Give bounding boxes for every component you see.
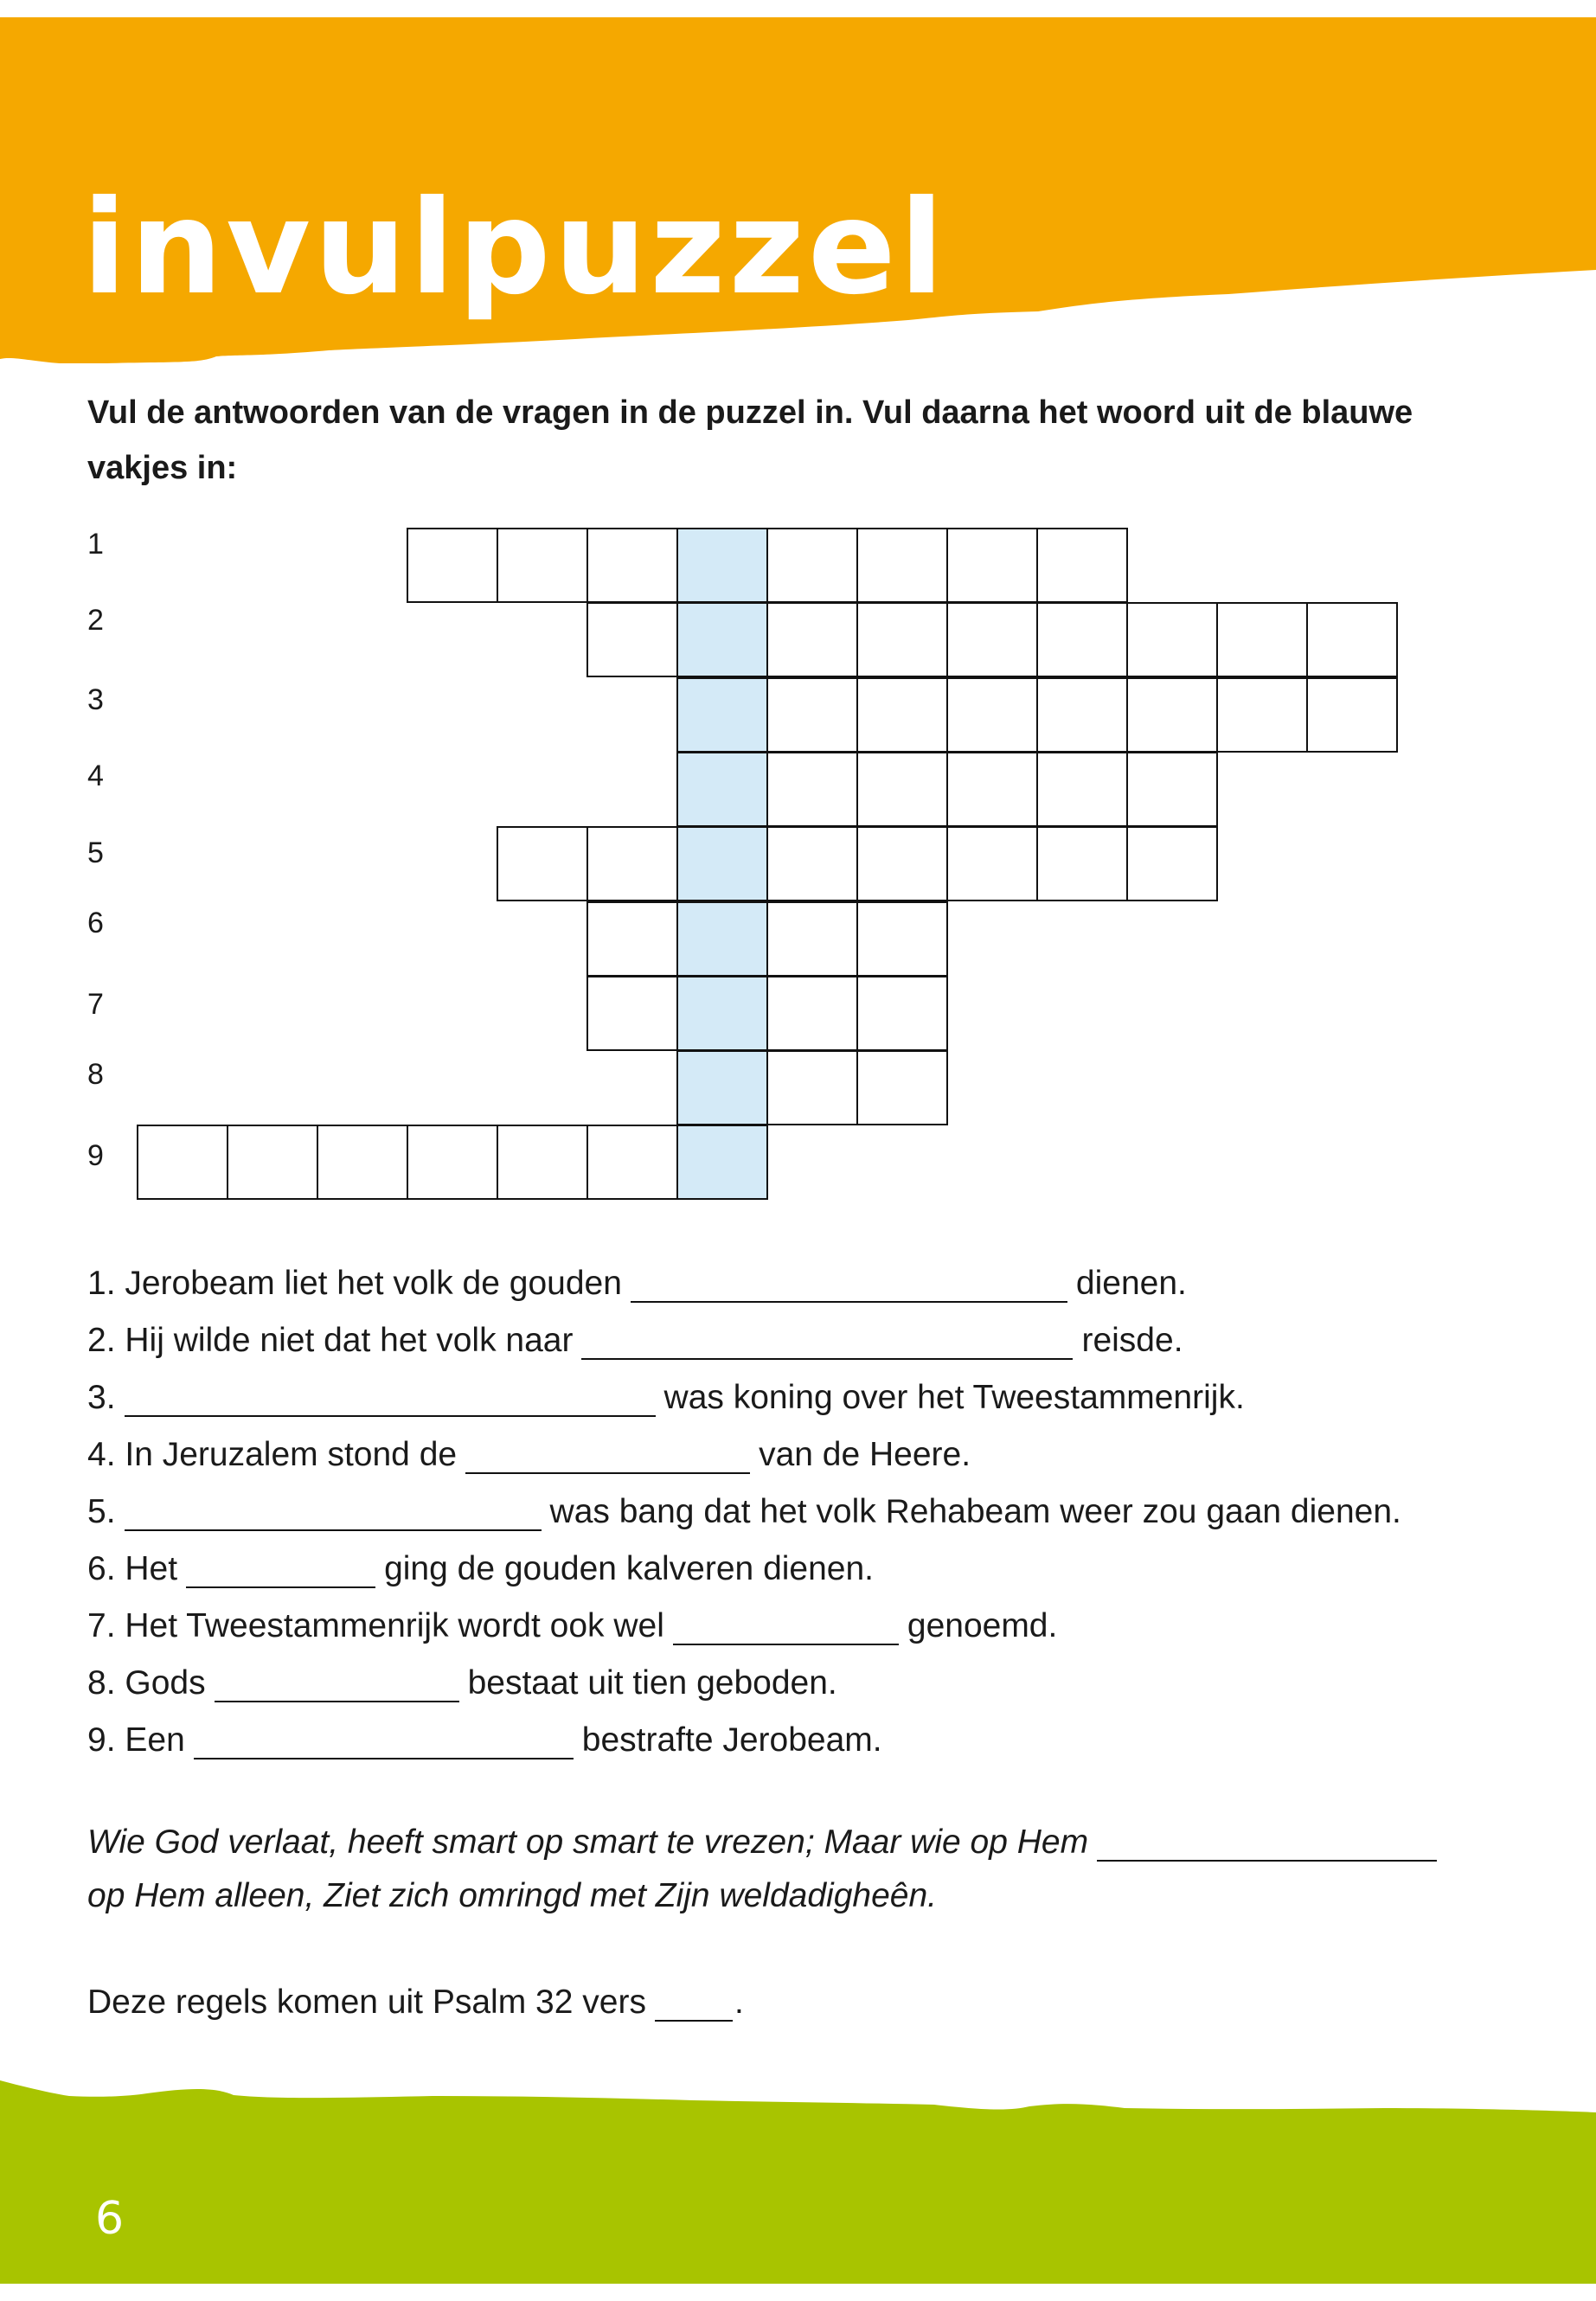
crossword-cell[interactable] — [497, 528, 588, 603]
crossword-cell[interactable] — [1126, 752, 1218, 827]
answer-blank[interactable] — [194, 1727, 574, 1759]
question-text-end: bestaat uit tien geboden. — [467, 1664, 837, 1702]
question — [87, 1550, 874, 1588]
crossword-cell[interactable] — [137, 1125, 228, 1200]
question — [87, 1379, 1245, 1417]
crossword-cell-blue[interactable] — [676, 528, 768, 603]
answer-blank[interactable] — [125, 1384, 656, 1417]
answer-blank[interactable] — [465, 1441, 750, 1474]
question-text: 5. — [87, 1493, 116, 1530]
crossword-cell[interactable] — [1036, 752, 1128, 827]
crossword-cell[interactable] — [946, 752, 1038, 827]
crossword-cell[interactable] — [497, 1125, 588, 1200]
crossword-cell[interactable] — [497, 826, 588, 901]
crossword-cell[interactable] — [766, 901, 858, 977]
crossword-cell[interactable] — [1306, 602, 1398, 677]
crossword-cell[interactable] — [1036, 528, 1128, 603]
answer-blank[interactable] — [631, 1270, 1067, 1303]
question-text-end: van de Heere. — [759, 1436, 971, 1473]
crossword-cell-blue[interactable] — [676, 976, 768, 1051]
crossword-cell[interactable] — [766, 976, 858, 1051]
crossword-cell[interactable] — [407, 1125, 498, 1200]
row-label: 9 — [87, 1139, 104, 1172]
crossword-cell[interactable] — [946, 826, 1038, 901]
page-number: 6 — [95, 2193, 125, 2245]
crossword-cell-blue[interactable] — [676, 752, 768, 827]
question-text: 8. Gods — [87, 1664, 206, 1702]
crossword-cell[interactable] — [1306, 677, 1398, 753]
row-label: 1 — [87, 528, 104, 561]
question-text: 7. Het Tweestammenrijk wordt ook wel — [87, 1607, 664, 1644]
crossword-cell[interactable] — [856, 1050, 948, 1125]
footer-band — [0, 2072, 1596, 2284]
crossword-cell[interactable] — [1216, 677, 1308, 753]
crossword-cell[interactable] — [856, 826, 948, 901]
crossword-cell[interactable] — [946, 602, 1038, 677]
crossword-cell[interactable] — [856, 901, 948, 977]
crossword-cell[interactable] — [856, 752, 948, 827]
question-text: 1. Jerobeam liet het volk de gouden — [87, 1265, 622, 1302]
question-text-end: dienen. — [1075, 1265, 1187, 1302]
crossword-cell[interactable] — [586, 901, 678, 977]
question-text-end: ging de gouden kalveren dienen. — [384, 1550, 875, 1587]
row-label: 8 — [87, 1058, 104, 1091]
row-label: 4 — [87, 760, 104, 792]
crossword-cell[interactable] — [317, 1125, 408, 1200]
crossword-cell[interactable] — [407, 528, 498, 603]
crossword-cell-blue[interactable] — [676, 1050, 768, 1125]
crossword-cell-blue[interactable] — [676, 677, 768, 753]
question-text: 3. — [87, 1379, 116, 1416]
row-label: 3 — [87, 683, 104, 716]
row-label: 7 — [87, 988, 104, 1021]
crossword-cell[interactable] — [856, 602, 948, 677]
crossword-cell[interactable] — [586, 602, 678, 677]
page-title: invulpuzzel — [82, 173, 948, 324]
crossword-cell[interactable] — [856, 677, 948, 753]
crossword-cell[interactable] — [1216, 602, 1308, 677]
crossword-cell[interactable] — [1126, 826, 1218, 901]
question-text: 2. Hij wilde niet dat het volk naar — [87, 1322, 574, 1359]
crossword-cell[interactable] — [586, 976, 678, 1051]
crossword-cell[interactable] — [856, 528, 948, 603]
answer-blank[interactable] — [215, 1670, 459, 1702]
question — [87, 1664, 837, 1702]
answer-blank[interactable] — [186, 1555, 375, 1588]
verse-line-1: Wie God verlaat, heeft smart op smart te vrezen; Maar wie op Hem — [87, 1823, 1445, 1862]
question-text: 4. In Jeruzalem stond de — [87, 1436, 458, 1473]
crossword-cell[interactable] — [1036, 826, 1128, 901]
crossword-cell[interactable] — [766, 677, 858, 753]
answer-blank[interactable] — [673, 1612, 899, 1645]
instructions: Vul de antwoorden van de vragen in de puzzel in. Vul daarna het woord uit de blauwe vakjes in: — [87, 394, 1413, 486]
crossword-cell[interactable] — [1036, 677, 1128, 753]
question-text-end: bestrafte Jerobeam. — [581, 1721, 882, 1759]
crossword-cell[interactable] — [946, 528, 1038, 603]
question — [87, 1436, 971, 1474]
crossword-cell[interactable] — [766, 826, 858, 901]
question-text-end: genoemd. — [907, 1607, 1058, 1644]
verse-blank[interactable] — [1097, 1829, 1437, 1862]
question — [87, 1493, 1401, 1531]
question — [87, 1607, 1057, 1645]
crossword-cell[interactable] — [766, 1050, 858, 1125]
crossword-cell[interactable] — [586, 528, 678, 603]
crossword-cell[interactable] — [856, 976, 948, 1051]
crossword-cell-blue[interactable] — [676, 1125, 768, 1200]
verse-line-2: op Hem alleen, Ziet zich omringd met Zijn weldadigheên. — [87, 1877, 937, 1914]
crossword-cell[interactable] — [586, 1125, 678, 1200]
crossword-cell[interactable] — [227, 1125, 318, 1200]
question — [87, 1721, 882, 1759]
crossword-cell[interactable] — [586, 826, 678, 901]
crossword-cell[interactable] — [766, 528, 858, 603]
question-text: 6. Het — [87, 1550, 178, 1587]
psalm-line: Deze regels komen uit Psalm 32 vers . — [87, 1984, 744, 2021]
question-text-end: reisde. — [1081, 1322, 1183, 1359]
row-label: 2 — [87, 604, 104, 637]
row-label: 5 — [87, 836, 104, 869]
crossword-cell[interactable] — [1126, 677, 1218, 753]
crossword-cell-blue[interactable] — [676, 602, 768, 677]
row-label: 6 — [87, 907, 104, 939]
question-text-end: was koning over het Tweestammenrijk. — [663, 1379, 1245, 1416]
crossword-cell[interactable] — [766, 602, 858, 677]
question-text: 9. Een — [87, 1721, 185, 1759]
psalm-verse-blank[interactable] — [655, 1989, 733, 2022]
answer-blank[interactable] — [125, 1498, 542, 1531]
question-text-end: was bang dat het volk Rehabeam weer zou gaan dienen. — [549, 1493, 1401, 1530]
crossword-cell[interactable] — [1126, 602, 1218, 677]
crossword-cell[interactable] — [1036, 602, 1128, 677]
crossword-cell[interactable] — [766, 752, 858, 827]
answer-blank[interactable] — [581, 1327, 1073, 1360]
crossword-cell-blue[interactable] — [676, 826, 768, 901]
question — [87, 1265, 1187, 1303]
crossword-cell-blue[interactable] — [676, 901, 768, 977]
crossword-cell[interactable] — [946, 677, 1038, 753]
question — [87, 1322, 1183, 1360]
